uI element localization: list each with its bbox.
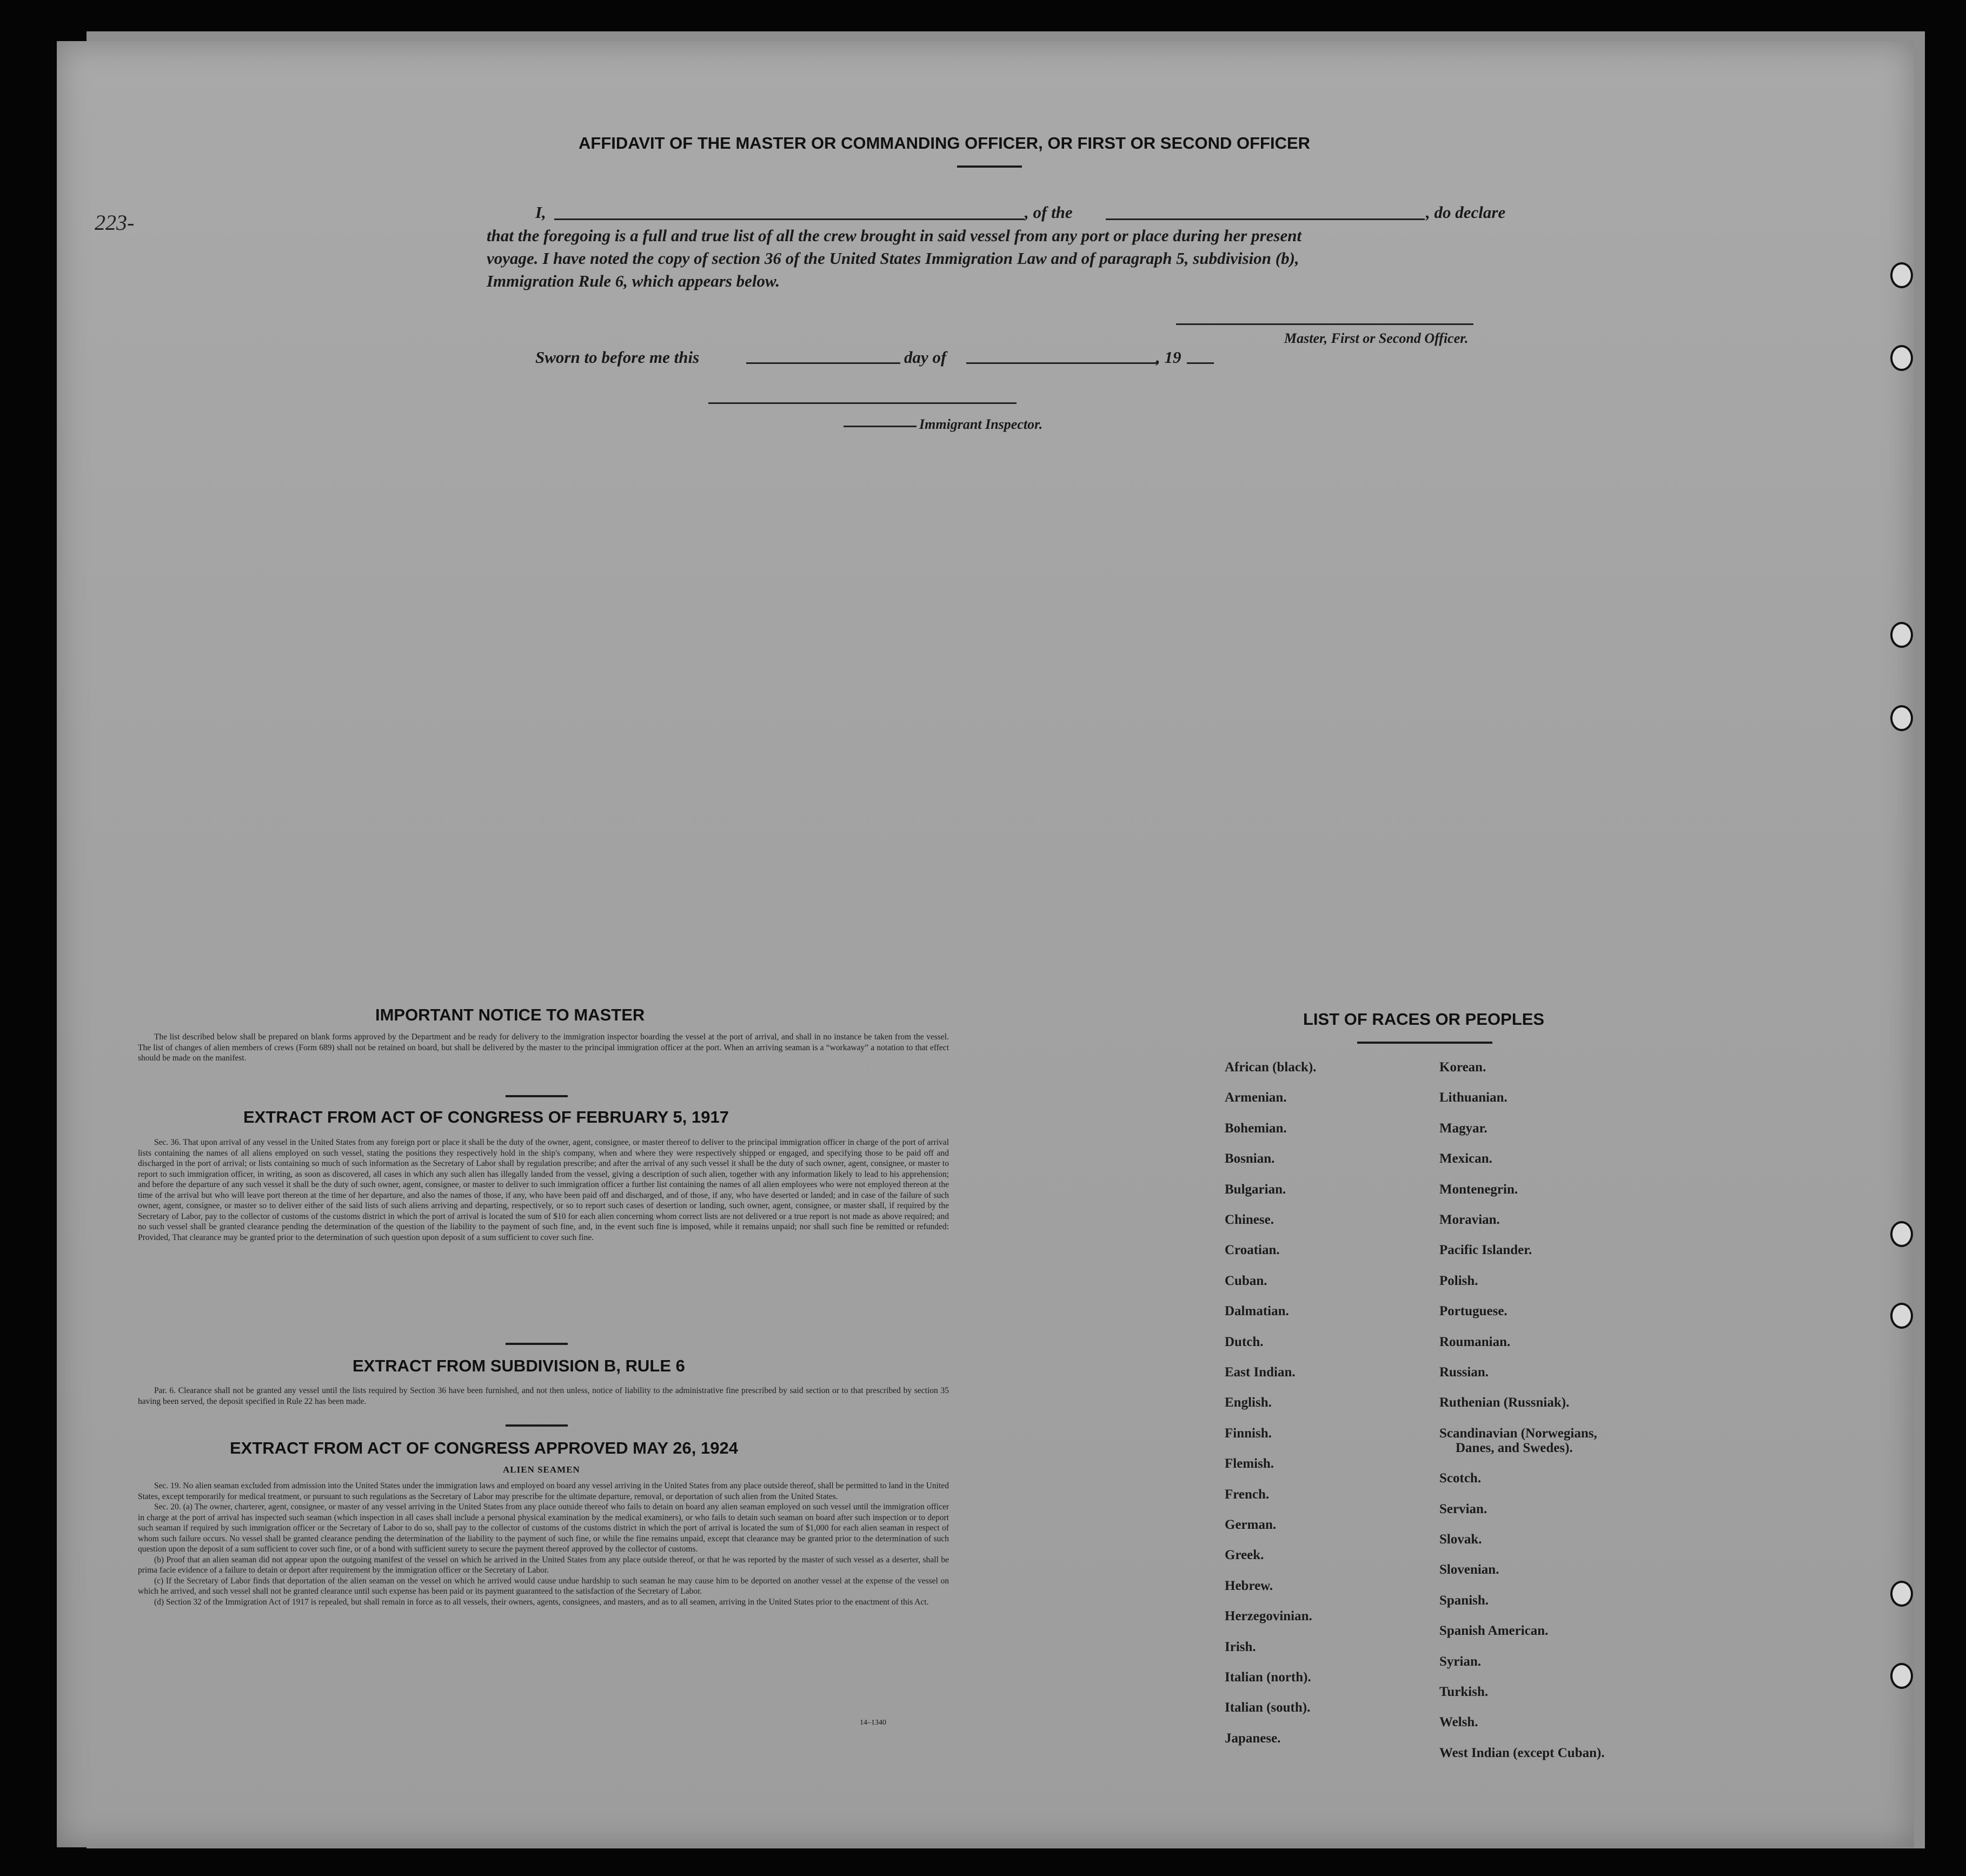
year-blank: [1187, 362, 1214, 364]
rule6-rule: [506, 1424, 568, 1427]
extract-1924-body: [138, 1481, 949, 1607]
race-item: Chinese.: [1225, 1212, 1274, 1227]
affidavit-title: AFFIDAVIT OF THE MASTER OR COMMANDING OFFICER, OR FIRST OR SECOND OFFICER: [579, 134, 1311, 153]
race-item: Pacific Islander.: [1439, 1243, 1532, 1258]
race-item: Turkish.: [1439, 1685, 1489, 1699]
inspector-label: Immigrant Inspector.: [919, 416, 1043, 432]
race-item: Herzegovinian.: [1225, 1609, 1312, 1624]
race-item: Ruthenian (Russniak).: [1439, 1395, 1570, 1410]
race-item: Italian (south).: [1225, 1700, 1311, 1715]
name-blank: [554, 218, 1025, 220]
sec-20b-text: (b) Proof that an alien seaman did not appear upon the outgoing manifest of the vessel on which he arrived in the United States from any place outside thereof, or that he was reported by the master of such vessel as a deserter, shall be prima facie evidence of a failure to detain or deport after requirement by the immigration officer or the Secretary of Labor.: [138, 1555, 949, 1575]
race-item: African (black).: [1225, 1060, 1317, 1075]
race-item: Italian (north).: [1225, 1670, 1311, 1685]
race-item: East Indian.: [1225, 1365, 1296, 1380]
inspector-blank: [708, 402, 1017, 404]
race-item: Syrian.: [1439, 1654, 1482, 1669]
affidavit-line-3: voyage. I have noted the copy of section 36 of the United States Immigration Law and of paragraph 5, subdivision (b),: [487, 249, 1299, 268]
sec-19-text: Sec. 19. No alien seaman excluded from admission into the United States under the immigration laws and employed on board any vessel arriving in the United States from any place outside thereof, shall be permitted to land in the United States, except temporarily for medical treatment, or pursuant to such regulations as the Secretary of Labor may prescribe for the ultimate departure, removal, or deportation of such alien from the United States.: [138, 1481, 949, 1501]
punch-hole: [1890, 262, 1913, 288]
race-item: Russian.: [1439, 1365, 1489, 1380]
punch-hole: [1890, 1221, 1913, 1247]
race-item: Bulgarian.: [1225, 1182, 1286, 1197]
race-item: Finnish.: [1225, 1426, 1272, 1441]
race-item: Dalmatian.: [1225, 1304, 1289, 1319]
race-item: West Indian (except Cuban).: [1439, 1745, 1605, 1760]
race-item: Japanese.: [1225, 1731, 1281, 1746]
extract-1924-title: EXTRACT FROM ACT OF CONGRESS APPROVED MAY 26, 1924: [230, 1439, 738, 1457]
race-item: Slovenian.: [1439, 1562, 1499, 1577]
rule6-title: EXTRACT FROM SUBDIVISION B, RULE 6: [353, 1356, 685, 1375]
race-item: Servian.: [1439, 1501, 1487, 1516]
month-blank: [966, 362, 1158, 364]
affidavit-i-label: I,: [535, 203, 546, 222]
affidavit-declare-label: , do declare: [1426, 203, 1506, 222]
race-item: Lithuanian.: [1439, 1090, 1507, 1105]
punch-hole: [1890, 345, 1913, 371]
affidavit-line-4: Immigration Rule 6, which appears below.: [487, 271, 780, 290]
signature-label: Master, First or Second Officer.: [1284, 330, 1469, 346]
race-item: Spanish American.: [1439, 1623, 1549, 1639]
race-item: Dutch.: [1225, 1334, 1264, 1349]
year-label: , 19: [1156, 348, 1181, 367]
form-number: 14–1340: [860, 1719, 886, 1727]
race-item: Roumanian.: [1439, 1334, 1511, 1349]
rule6-body: [138, 1386, 949, 1407]
race-item: Magyar.: [1439, 1121, 1487, 1136]
race-item: German.: [1225, 1517, 1277, 1532]
race-item: Irish.: [1225, 1639, 1256, 1654]
margin-note: 223-: [95, 210, 135, 235]
punch-hole: [1890, 1581, 1913, 1607]
sec-20d-text: (d) Section 32 of the Immigration Act of 1917 is repealed, but shall remain in force as to all vessels, their owners, agents, consignees, and masters, and as to all seamen, arriving in the United States prior to the enactment of this Act.: [154, 1597, 929, 1607]
race-item: Spanish.: [1439, 1593, 1489, 1608]
par-6-text: Par. 6. Clearance shall not be granted any vessel until the lists required by Section 36 have been furnished, and not then unless, notice of liability to the administrative fine prescribed by said section or to that prescribed by section 35 having been served, the deposit specified in Rule 22 has been made.: [138, 1386, 949, 1406]
punch-hole: [1890, 1303, 1913, 1329]
race-item: Portuguese.: [1439, 1304, 1507, 1319]
race-item: Slovak.: [1439, 1532, 1482, 1547]
race-item: French.: [1225, 1487, 1270, 1502]
vessel-blank: [1106, 218, 1425, 220]
race-item: Moravian.: [1439, 1212, 1500, 1227]
race-item: Welsh.: [1439, 1715, 1478, 1730]
sec-20c-text: (c) If the Secretary of Labor finds that deportation of the alien seaman on the vessel on which he arrived would cause undue hardship to such seaman he may cause him to be deported on another vessel at the expense of the vessel on which he arrived, and such vessel shall not be granted clearance until such expense has been paid or its payment guaranteed to the satisfaction of the Secretary of Labor.: [138, 1576, 949, 1596]
punch-hole: [1890, 705, 1913, 731]
title-underline: [957, 165, 1022, 168]
notice-rule: [506, 1095, 568, 1097]
affidavit-line-2: that the foregoing is a full and true list of all the crew brought in said vessel from any port or place during her present: [487, 226, 1302, 245]
race-item: Bohemian.: [1225, 1121, 1287, 1136]
race-item: Greek.: [1225, 1548, 1264, 1563]
alien-seamen-subtitle: ALIEN SEAMEN: [503, 1464, 580, 1475]
day-of-label: day of: [904, 348, 947, 367]
race-item: Montenegrin.: [1439, 1182, 1518, 1197]
notice-body: [138, 1032, 949, 1064]
day-blank: [746, 362, 900, 364]
race-item: Croatian.: [1225, 1243, 1280, 1258]
race-item: Bosnian.: [1225, 1151, 1275, 1166]
extract-1917-rule: [506, 1343, 568, 1345]
inspector-dash: [843, 426, 916, 427]
races-rule: [1357, 1042, 1492, 1044]
race-item: Danes, and Swedes).: [1456, 1440, 1573, 1455]
extract-1917-title: EXTRACT FROM ACT OF CONGRESS OF FEBRUARY 5, 1917: [243, 1108, 729, 1126]
sworn-label: Sworn to before me this: [535, 348, 700, 367]
race-item: Hebrew.: [1225, 1578, 1273, 1593]
race-item: Korean.: [1439, 1060, 1486, 1075]
sec-20a-text: Sec. 20. (a) The owner, charterer, agent, consignee, or master of any vessel arriving in the United States from any place outside thereof who fails to detain on board any alien seaman employed on such vessel until the immigration officer in charge at the port of arrival has inspected such seaman (which inspection in all cases shall include a personal physical examination by the medical examiners), or who fails to detain such seaman on board after such inspection or to deport such seaman if required by such immigration officer or the Secretary of Labor to do so, shall pay to the collector of customs of the customs district in which the port of arrival is located the sum of $1,000 for each alien seaman in respect of whom such failure occurs. No vessel shall be granted clearance pending the determination of the liability to the payment of such fine, or while the fine remains unpaid, except that clearance may be granted prior to the determination of such question upon the deposit of a sum sufficient to cover such fine, or of a bond with sufficient surety to secure the payment thereof approved by the collector of customs.: [138, 1502, 949, 1554]
race-item: Scandinavian (Norwegians,: [1439, 1426, 1597, 1441]
race-item: Flemish.: [1225, 1456, 1274, 1471]
race-item: Scotch.: [1439, 1471, 1482, 1486]
race-item: Mexican.: [1439, 1151, 1492, 1166]
punch-hole: [1890, 622, 1913, 648]
signature-blank: [1176, 323, 1473, 325]
extract-1917-body: [138, 1137, 949, 1243]
punch-hole: [1890, 1663, 1913, 1689]
races-title: LIST OF RACES OR PEOPLES: [1303, 1010, 1545, 1029]
notice-text: The list described below shall be prepared on blank forms approved by the Department and be ready for delivery to the immigration inspector boarding the vessel at the port of arrival, and shall in no instance be taken from the vessel. The list of changes of alien members of crews (Form 689) shall not be retained on board, but shall be delivered by the master to the principal immigration officer at the port. When an arriving seaman is a “workaway” a notation to that effect should be made on the manifest.: [138, 1032, 949, 1063]
race-item: Cuban.: [1225, 1273, 1267, 1288]
race-item: Armenian.: [1225, 1090, 1287, 1105]
affidavit-of-the-label: , of the: [1025, 203, 1073, 222]
race-item: Polish.: [1439, 1273, 1478, 1288]
notice-title: IMPORTANT NOTICE TO MASTER: [375, 1005, 645, 1024]
sec-36-text: Sec. 36. That upon arrival of any vessel in the United States from any foreign port or place it shall be the duty of the owner, agent, consignee, or master thereof to deliver to the principal immigration officer in charge of the port of arrival lists containing the names of all aliens employed on such vessel, stating the positions they respectively hold in the ship's company, when and where they were respectively shipped or engaged, and specifying those to be paid off and discharged in the port of arrival; or lists containing so much of such information as the Secretary of Labor shall by regulation prescribe; and after the arrival of any such vessel it shall be the duty of such owner, agent, consignee, or master to report to such immigration officer, in writing, as soon as discovered, all cases in which any such alien has illegally landed from the vessel, giving a description of such alien, together with any information likely to lead to his apprehension; and before the departure of any such vessel it shall be the duty of such owner, agent, consignee, or master to deliver to such immigration officer a further list containing the names of all alien employees who were not employed thereon at the time of the arrival but who will leave port thereon at the time of her departure, and also the names of those, if any, who have been paid off and discharged, and of those, if any, who have deserted or landed; and in case of the failure of such owner, agent, consignee, or master so to deliver either of the said lists of such aliens arriving and departing, respectively, or so to report such cases of desertion or landing, such owner, agent, consignee, or master shall, if required by the Secretary of Labor, pay to the collector of customs of the customs district in which the port of arrival is located the sum of $10 for each alien concerning whom correct lists are not delivered or a true report is not made as above required; and no such vessel shall be granted clearance pending the determination of the question of the liability to the payment of such fine, and, in the event such fine is imposed, while it remains unpaid; nor shall such fine be remitted or refunded: Provided, That clearance may be granted prior to the determination of such question upon deposit of a sum sufficient to cover such fine.: [138, 1138, 949, 1242]
race-item: English.: [1225, 1395, 1272, 1410]
